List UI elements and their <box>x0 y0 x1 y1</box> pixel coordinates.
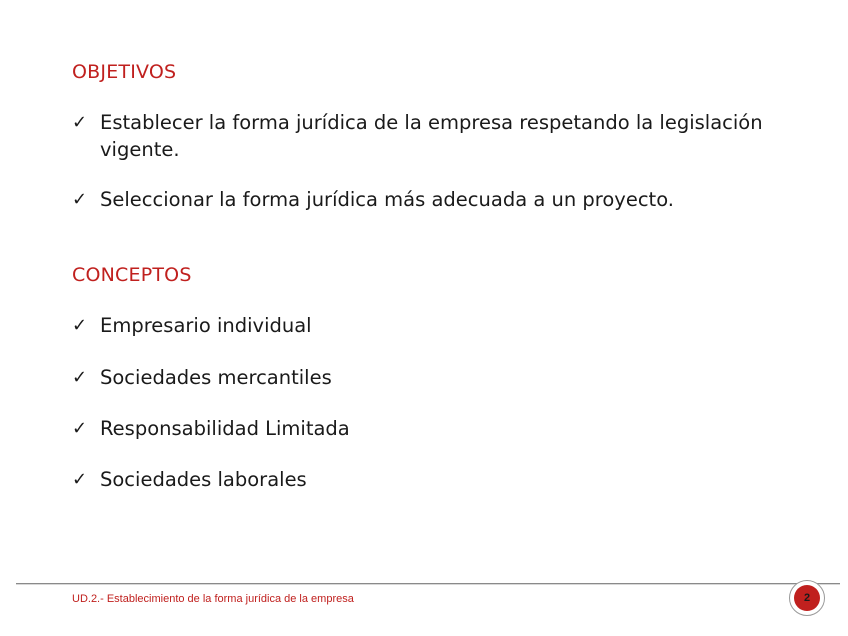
check-mark-icon: ✓ <box>72 418 88 439</box>
concept-text: Responsabilidad Limitada <box>100 417 350 440</box>
objective-item <box>72 186 820 213</box>
check-mark-icon: ✓ <box>72 112 88 133</box>
page-number-circle <box>794 585 820 611</box>
concept-text: Empresario individual <box>100 314 312 337</box>
objective-item <box>72 109 820 163</box>
concept-item <box>72 466 820 493</box>
concepts-heading: CONCEPTOS <box>72 264 192 286</box>
objective-text: Seleccionar la forma jurídica más adecuada a un proyecto. <box>100 188 674 211</box>
concept-text: Sociedades mercantiles <box>100 366 332 389</box>
check-mark-icon: ✓ <box>72 189 88 210</box>
concept-item <box>72 364 820 391</box>
check-mark-icon: ✓ <box>72 367 88 388</box>
check-mark-icon: ✓ <box>72 469 88 490</box>
concept-item <box>72 312 820 339</box>
objective-text: Establecer la forma jurídica de la empresa respetando la legislación vigente. <box>100 111 763 161</box>
footer-divider-shadow <box>16 584 840 585</box>
concept-item <box>72 415 820 442</box>
footer-title: UD.2.- Establecimiento de la forma jurídica de la empresa <box>72 593 354 605</box>
check-mark-icon: ✓ <box>72 315 88 336</box>
page-number-badge <box>789 580 825 616</box>
concept-text: Sociedades laborales <box>100 468 307 491</box>
page-number: 2 <box>803 592 811 604</box>
objectives-heading: OBJETIVOS <box>72 61 177 83</box>
